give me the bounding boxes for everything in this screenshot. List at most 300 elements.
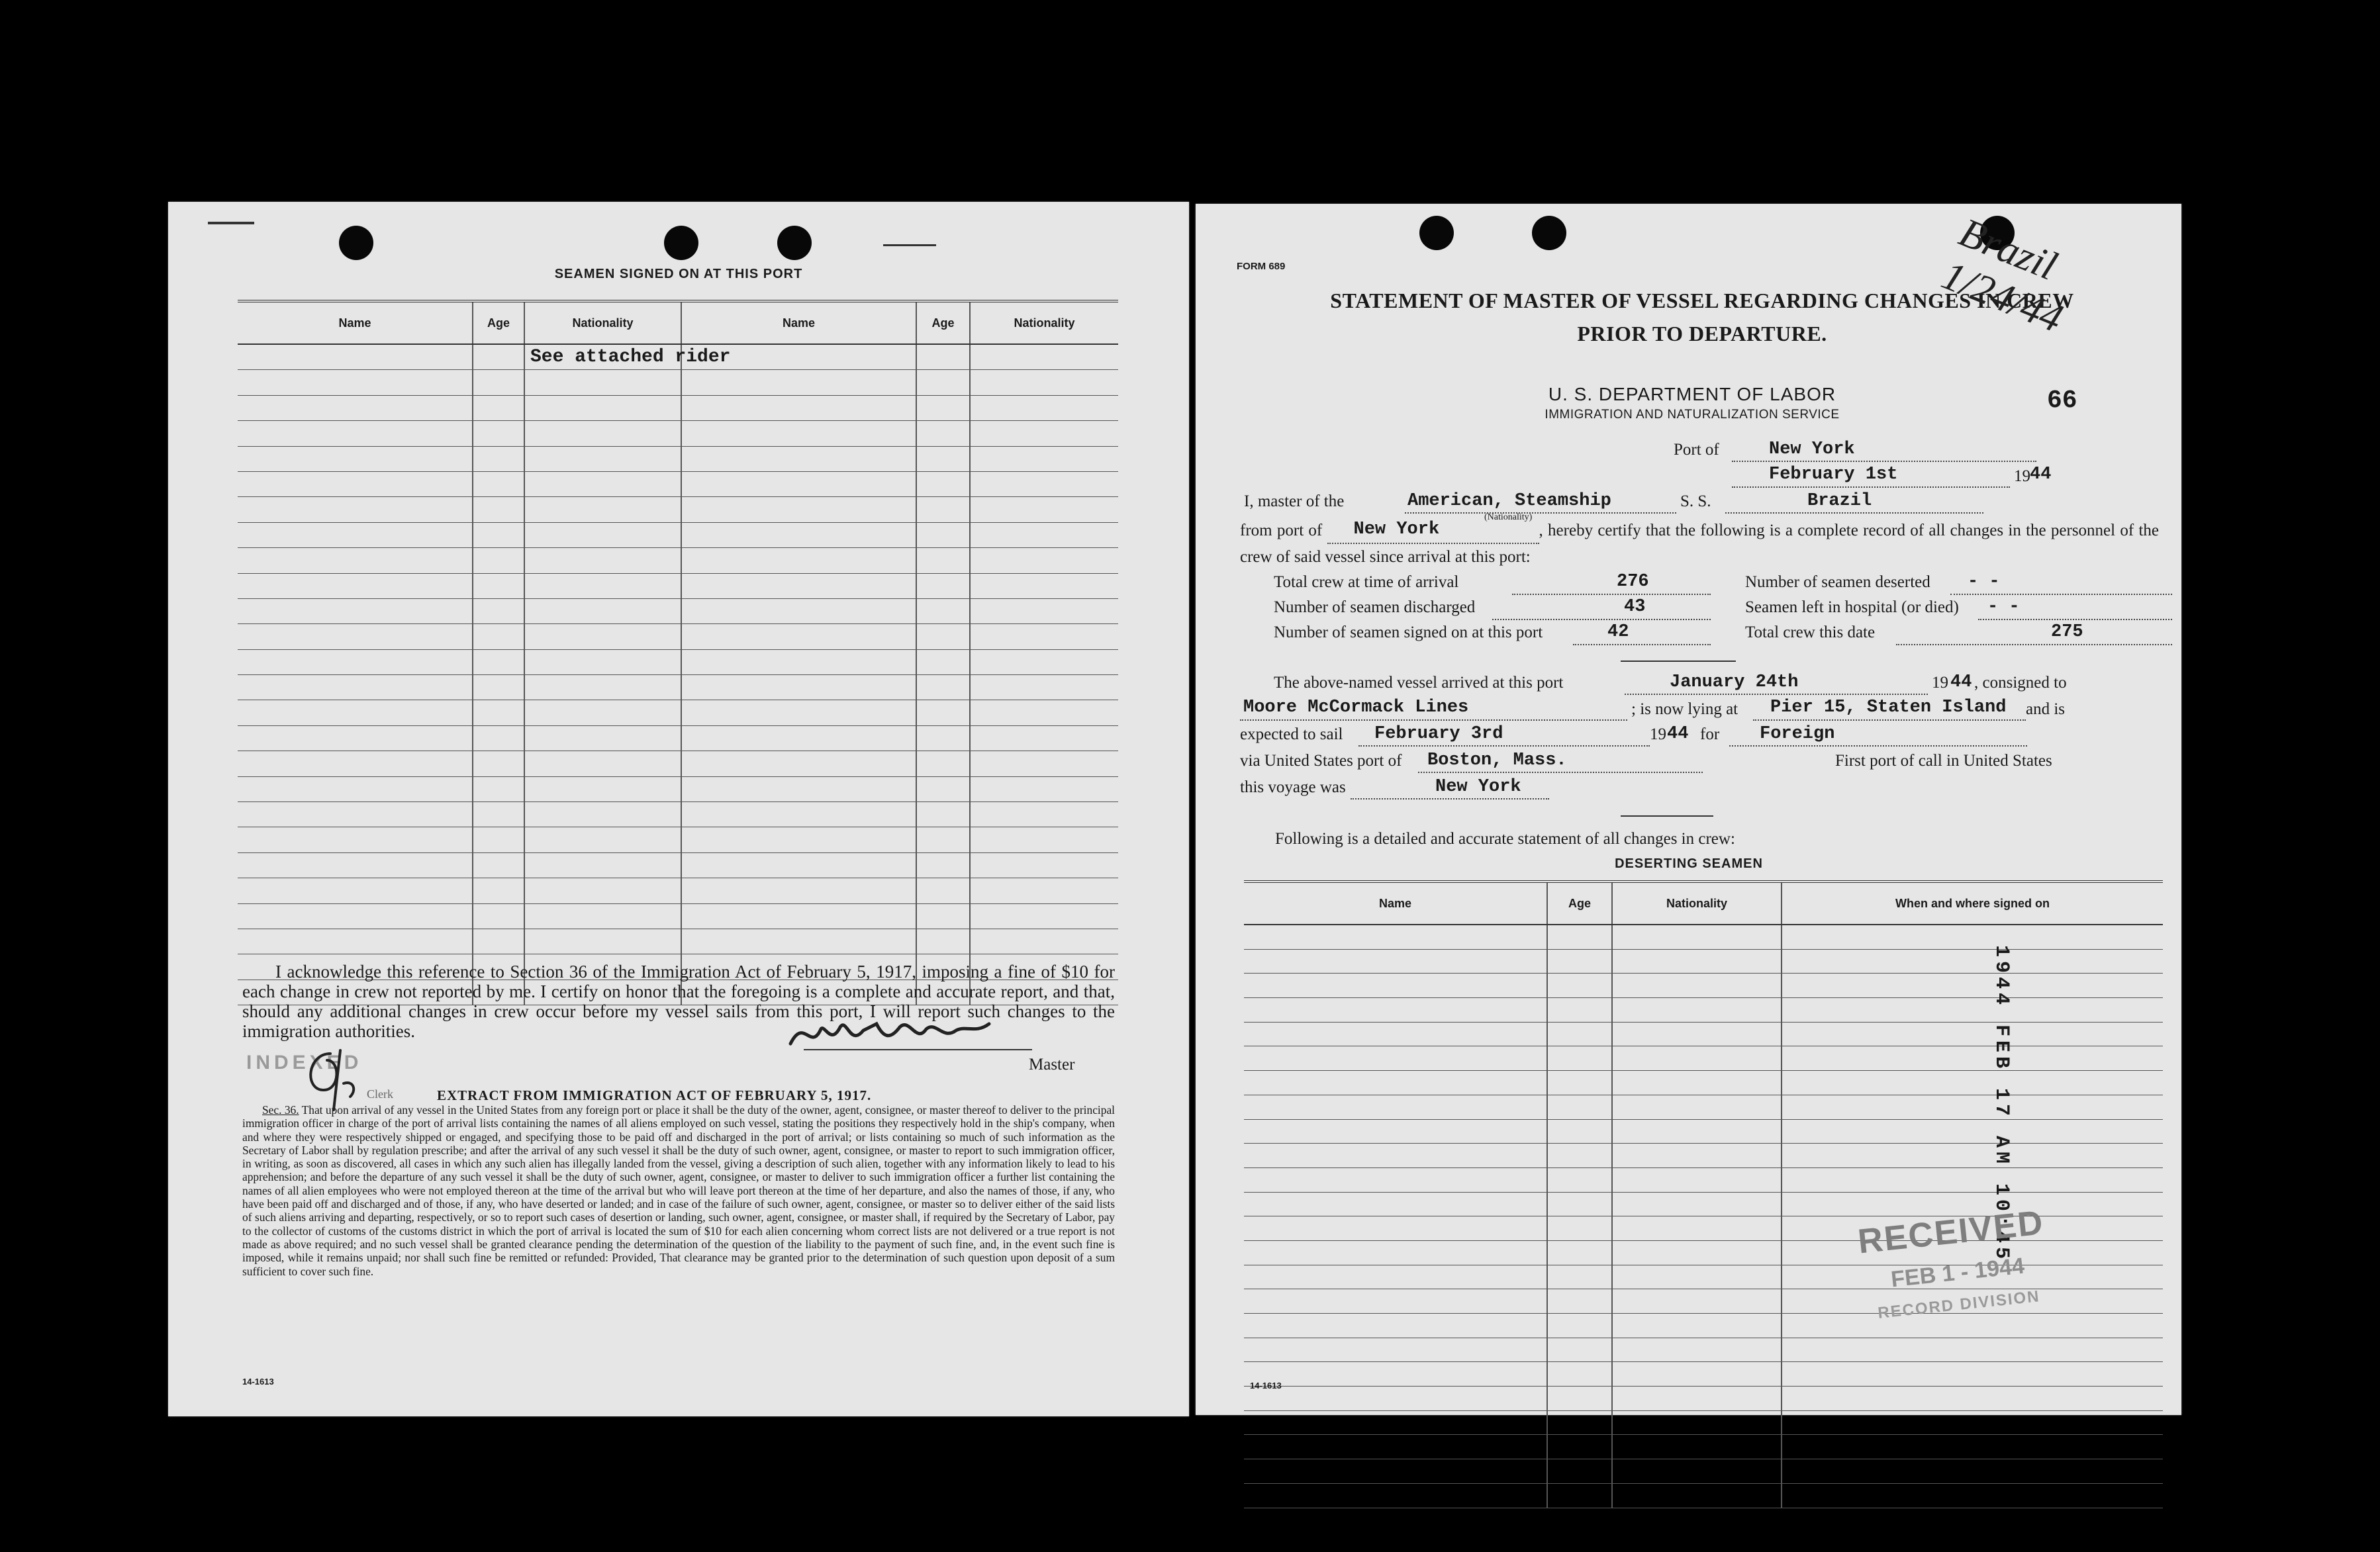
- table-row: [1244, 1095, 2163, 1119]
- following-text: Following is a detailed and accurate statement of all changes in crew:: [1275, 830, 1735, 848]
- table-cell: [916, 776, 970, 801]
- table-cell: [681, 827, 916, 852]
- table-cell: [970, 649, 1118, 674]
- year-prefix: 19: [2014, 467, 2030, 485]
- arrived-year-value: 44: [1950, 672, 1972, 692]
- table-cell: [916, 548, 970, 573]
- table-cell: [681, 548, 916, 573]
- table-cell: [681, 395, 916, 420]
- table-cell: [1547, 1144, 1612, 1168]
- from-port-value: New York: [1353, 520, 1440, 539]
- table-cell: [1612, 1119, 1782, 1144]
- table-cell: [970, 675, 1118, 700]
- table-cell: [916, 344, 970, 370]
- arrived-label: The above-named vessel arrived at this port: [1274, 674, 1564, 692]
- table-cell: [238, 370, 473, 395]
- table-cell: [238, 878, 473, 903]
- table-cell: [238, 827, 473, 852]
- table-row: [1244, 1410, 2163, 1435]
- table-cell: [1782, 925, 2163, 949]
- year-value: 44: [2030, 465, 2052, 484]
- col-header-name: Name: [1244, 882, 1547, 925]
- table-cell: [1244, 1216, 1547, 1241]
- first-call-label: First port of call in United States: [1835, 752, 2052, 770]
- table-row: [1244, 1338, 2163, 1362]
- indexed-stamp: INDEXED: [246, 1052, 363, 1073]
- table-cell: [238, 802, 473, 827]
- table-row: [1244, 925, 2163, 949]
- table-cell: [1612, 1240, 1782, 1265]
- table-row: [238, 370, 1118, 395]
- table-cell: [1244, 1046, 1547, 1071]
- table-cell: [681, 598, 916, 623]
- table-cell: [916, 675, 970, 700]
- table-cell: [473, 344, 524, 370]
- table-cell: [1244, 998, 1547, 1023]
- signed-on-value: 42: [1607, 622, 1629, 642]
- consignee-value: Moore McCormack Lines: [1243, 698, 1469, 717]
- table-cell: [1782, 1387, 2163, 1411]
- table-cell: [473, 497, 524, 522]
- table-cell: [524, 624, 681, 649]
- table-cell: [970, 421, 1118, 446]
- table-cell: [970, 598, 1118, 623]
- table-row: [1244, 998, 2163, 1023]
- table-cell: [238, 598, 473, 623]
- table-row: [238, 751, 1118, 776]
- table-cell: [1612, 1483, 1782, 1508]
- sail-date-value: February 3rd: [1374, 724, 1503, 744]
- table-cell: [1244, 1387, 1547, 1411]
- table-cell: [970, 471, 1118, 496]
- table-cell: [238, 675, 473, 700]
- table-cell: [916, 573, 970, 598]
- table-cell: [1612, 1314, 1782, 1338]
- table-cell: [524, 827, 681, 852]
- table-cell: [524, 446, 681, 471]
- table-row: [1244, 1022, 2163, 1046]
- table-cell: [524, 802, 681, 827]
- table-cell: [1547, 1216, 1612, 1241]
- table-cell: [1547, 1095, 1612, 1119]
- col-header-age: Age: [473, 301, 524, 344]
- table-cell: [524, 700, 681, 725]
- table-cell: [524, 598, 681, 623]
- table-row: [238, 802, 1118, 827]
- expected-label: expected to sail: [1240, 725, 1343, 743]
- table-cell: [1547, 1387, 1612, 1411]
- table-cell: [238, 522, 473, 547]
- table-cell: [1612, 998, 1782, 1023]
- table-row: [1244, 1119, 2163, 1144]
- table-cell: [524, 903, 681, 929]
- col-header-nationality: Nationality: [970, 301, 1118, 344]
- table-cell: [1244, 1071, 1547, 1095]
- table-cell: [238, 446, 473, 471]
- received-stamp: RECEIVED: [1856, 1203, 2046, 1261]
- table-cell: [1244, 1459, 1547, 1484]
- col-header-name: Name: [238, 301, 473, 344]
- first-call-value: New York: [1435, 777, 1521, 797]
- table-cell: [1782, 974, 2163, 998]
- table-cell: [238, 751, 473, 776]
- table-cell: [1244, 1119, 1547, 1144]
- table-row: [1244, 974, 2163, 998]
- table-cell: [1612, 1216, 1782, 1241]
- table-cell: [1612, 925, 1782, 949]
- table-cell: [1547, 1119, 1612, 1144]
- table-cell: [238, 573, 473, 598]
- margin-mark: [883, 244, 936, 246]
- table-cell: [916, 852, 970, 878]
- table-cell: [916, 421, 970, 446]
- table-row: [238, 624, 1118, 649]
- extract-text: [242, 1103, 1115, 1278]
- table-row: [238, 649, 1118, 674]
- table-cell: [473, 649, 524, 674]
- table-row: [238, 598, 1118, 623]
- punch-hole: [664, 226, 698, 260]
- table-cell: [473, 573, 524, 598]
- from-port-label: from port of: [1240, 522, 1323, 539]
- table-cell: [524, 573, 681, 598]
- table-cell: [916, 471, 970, 496]
- table-cell: [524, 751, 681, 776]
- table-cell: [1547, 925, 1612, 949]
- form-code: 14-1613: [1250, 1381, 1282, 1391]
- table-row: [1244, 1167, 2163, 1192]
- for-label: for: [1700, 725, 1720, 743]
- table-cell: [916, 370, 970, 395]
- discharged-field: [1492, 596, 1711, 620]
- table-cell: [524, 471, 681, 496]
- document-number: 66: [2047, 387, 2077, 415]
- table-row: [238, 446, 1118, 471]
- table-row: [1244, 1144, 2163, 1168]
- table-cell: [1547, 1265, 1612, 1289]
- table-cell: [681, 852, 916, 878]
- table-cell: [681, 802, 916, 827]
- table-cell: [473, 370, 524, 395]
- table-cell: [970, 827, 1118, 852]
- table-cell: [681, 675, 916, 700]
- table-cell: [524, 776, 681, 801]
- table-cell: [1782, 1338, 2163, 1362]
- hospital-value: - -: [1987, 597, 2020, 617]
- table-cell: [238, 700, 473, 725]
- total-arrival-label: Total crew at time of arrival: [1274, 573, 1459, 591]
- table-row: [1244, 1387, 2163, 1411]
- table-cell: [1244, 1192, 1547, 1216]
- table-row: [1244, 1314, 2163, 1338]
- arrived-year-prefix: 19: [1932, 674, 1948, 692]
- hospital-label: Seamen left in hospital (or died): [1745, 598, 1959, 616]
- table-cell: [1782, 1362, 2163, 1387]
- table-cell: [1547, 1289, 1612, 1314]
- table-cell: [1612, 1435, 1782, 1459]
- left-page: [168, 202, 1189, 1416]
- table-cell: [1782, 1119, 2163, 1144]
- table-cell: [1244, 1483, 1547, 1508]
- signed-on-field: [1573, 621, 1711, 645]
- col-header-nationality: Nationality: [1612, 882, 1782, 925]
- table-cell: [1547, 1046, 1612, 1071]
- table-cell: [1547, 1459, 1612, 1484]
- table-cell: [970, 522, 1118, 547]
- discharged-label: Number of seamen discharged: [1274, 598, 1476, 616]
- table-cell: [681, 903, 916, 929]
- table-cell: [1612, 949, 1782, 974]
- table-cell: [524, 421, 681, 446]
- table-cell: [970, 878, 1118, 903]
- extract-heading: EXTRACT FROM IMMIGRATION ACT OF FEBRUARY 5, 1917.: [437, 1087, 872, 1103]
- table-cell: [1782, 1071, 2163, 1095]
- table-cell: [1547, 998, 1612, 1023]
- table-cell: [1782, 1095, 2163, 1119]
- total-date-value: 275: [2051, 622, 2083, 642]
- table-cell: [681, 878, 916, 903]
- destination-value: Foreign: [1760, 724, 1835, 744]
- table-cell: [681, 446, 916, 471]
- table-row: [238, 675, 1118, 700]
- table-cell: [1547, 1240, 1612, 1265]
- table-cell: [1244, 1314, 1547, 1338]
- table-cell: [970, 548, 1118, 573]
- table-row: [1244, 1362, 2163, 1387]
- acknowledgement-text: I acknowledge this reference to Section 36 of the Immigration Act of February 5, 1917, imposing a fine of $10 for each change in crew not reported by me. I certify on honor that the foregoing is a complete and accurate report, and that, should any additional changes in crew occur before my vessel sails from this port, I will report such changes to the immigration authorities.: [242, 962, 1115, 1041]
- deserted-value: - -: [1968, 572, 2000, 592]
- table-row: [1244, 1071, 2163, 1095]
- table-cell: [1244, 1240, 1547, 1265]
- table-cell: [916, 497, 970, 522]
- table-cell: [916, 929, 970, 954]
- table-cell: [1547, 1483, 1612, 1508]
- table-cell: [681, 421, 916, 446]
- time-stamp: 1944 FEB 17 AM 10:45: [1990, 945, 2013, 1263]
- form-code: 14-1613: [242, 1377, 274, 1387]
- table-cell: [1782, 1410, 2163, 1435]
- table-cell: [524, 649, 681, 674]
- date-value: February 1st: [1769, 465, 1898, 484]
- table-cell: [1547, 1435, 1612, 1459]
- table-cell: [238, 903, 473, 929]
- table-cell: [1244, 1022, 1547, 1046]
- record-division-stamp: RECORD DIVISION: [1877, 1287, 2041, 1322]
- table-cell: [524, 370, 681, 395]
- table-cell: [473, 675, 524, 700]
- table-cell: [473, 522, 524, 547]
- table-cell: [1244, 1338, 1547, 1362]
- table-cell: [916, 700, 970, 725]
- table-cell: [1612, 1095, 1782, 1119]
- table-cell: [916, 725, 970, 751]
- col-header-age: Age: [1547, 882, 1612, 925]
- received-date-stamp: FEB 1 - 1944: [1889, 1253, 2026, 1293]
- table-cell: [473, 827, 524, 852]
- table-cell: [1612, 1338, 1782, 1362]
- consigned-label: , consigned to: [1974, 674, 2067, 692]
- table-cell: [970, 700, 1118, 725]
- table-cell: [473, 395, 524, 420]
- table-cell: [1244, 949, 1547, 974]
- table-cell: [1782, 1483, 2163, 1508]
- table-cell: [970, 446, 1118, 471]
- table-cell: [681, 700, 916, 725]
- nationality-caption: (Nationality): [1484, 512, 1533, 522]
- table-cell: [1782, 1435, 2163, 1459]
- table-cell: [681, 929, 916, 954]
- table-cell: [473, 878, 524, 903]
- table-cell: [970, 903, 1118, 929]
- table-cell: [970, 395, 1118, 420]
- form-title: STATEMENT OF MASTER OF VESSEL REGARDING CHANGES IN CREW: [1330, 289, 2074, 312]
- sail-year-value: 44: [1667, 724, 1689, 744]
- table-cell: [916, 395, 970, 420]
- table-cell: [238, 624, 473, 649]
- table-cell: [238, 776, 473, 801]
- deserting-seamen-heading: DESERTING SEAMEN: [1615, 856, 1763, 871]
- table-row: [238, 929, 1118, 954]
- table-cell: [1547, 1362, 1612, 1387]
- table-cell: [1547, 1022, 1612, 1046]
- table-cell: [473, 700, 524, 725]
- table-cell: [970, 725, 1118, 751]
- this-voyage-label: this voyage was: [1240, 778, 1346, 796]
- table-cell: [970, 573, 1118, 598]
- certify-text: , hereby certify that the following is a complete record of all changes in the personnel of the crew of said vessel since arrival at this port:: [1240, 522, 2160, 566]
- table-cell: [473, 446, 524, 471]
- table-cell: [916, 751, 970, 776]
- table-cell: [970, 776, 1118, 801]
- table-cell: [970, 929, 1118, 954]
- table-cell: [238, 344, 473, 370]
- table-cell: [473, 421, 524, 446]
- total-arrival-field: [1512, 571, 1711, 595]
- table-cell: [473, 471, 524, 496]
- table-cell: [970, 497, 1118, 522]
- table-cell: [524, 395, 681, 420]
- table-cell: [473, 598, 524, 623]
- table-cell: [473, 751, 524, 776]
- deserted-label: Number of seamen deserted: [1745, 573, 1930, 591]
- and-is-label: and is: [2026, 700, 2066, 718]
- service-name: IMMIGRATION AND NATURALIZATION SERVICE: [1545, 408, 1840, 422]
- table-cell: [1244, 1435, 1547, 1459]
- table-cell: [1782, 949, 2163, 974]
- master-of-label: I, master of the: [1244, 492, 1345, 510]
- table-cell: [1612, 1046, 1782, 1071]
- table-cell: [1782, 1144, 2163, 1168]
- extract-section: Sec. 36.: [262, 1103, 299, 1117]
- table-row: [238, 497, 1118, 522]
- table-row: [238, 852, 1118, 878]
- via-label: via United States port of: [1240, 752, 1402, 770]
- table-cell: [238, 725, 473, 751]
- table-cell: [1547, 974, 1612, 998]
- table-cell: [916, 827, 970, 852]
- table-cell: [1244, 1265, 1547, 1289]
- table-row: [1244, 1435, 2163, 1459]
- table-cell: [473, 725, 524, 751]
- total-arrival-value: 276: [1617, 572, 1649, 592]
- via-value: Boston, Mass.: [1427, 751, 1567, 770]
- table-cell: [524, 497, 681, 522]
- table-cell: [238, 852, 473, 878]
- handwritten-annotation: Brazil 1/24/44: [1935, 209, 2070, 342]
- table-cell: [238, 548, 473, 573]
- table-cell: [1547, 1192, 1612, 1216]
- table-cell: [1244, 1410, 1547, 1435]
- table-row: [238, 776, 1118, 801]
- table-row: [238, 395, 1118, 420]
- table-row: [1244, 1483, 2163, 1508]
- col-header-nationality: Nationality: [524, 301, 681, 344]
- table-row: [238, 725, 1118, 751]
- table-row: [238, 827, 1118, 852]
- table-cell: [1547, 1410, 1612, 1435]
- discharged-value: 43: [1624, 597, 1646, 617]
- table-cell: [1547, 1338, 1612, 1362]
- table-cell: [473, 802, 524, 827]
- table-cell: [524, 929, 681, 954]
- table-cell: [970, 751, 1118, 776]
- table-cell: [1782, 1314, 2163, 1338]
- margin-mark: [208, 222, 254, 224]
- table-cell: [1244, 974, 1547, 998]
- total-date-field: [1896, 621, 2172, 645]
- port-label: Port of: [1674, 441, 1719, 459]
- certify-paragraph: [1240, 518, 2159, 571]
- clerk-label: Clerk: [367, 1087, 393, 1101]
- table-cell: [916, 522, 970, 547]
- table-cell: [473, 852, 524, 878]
- table-cell: [970, 802, 1118, 827]
- table-cell: [524, 852, 681, 878]
- table-cell: [1612, 1144, 1782, 1168]
- table-cell: [681, 370, 916, 395]
- table-cell: [681, 471, 916, 496]
- signed-on-label: Number of seamen signed on at this port: [1274, 623, 1543, 641]
- table-cell: [1612, 974, 1782, 998]
- table-cell: [1244, 1095, 1547, 1119]
- table-cell: [1612, 1265, 1782, 1289]
- table-row: [238, 344, 1118, 370]
- table-cell: [1782, 1459, 2163, 1484]
- table-cell: [681, 725, 916, 751]
- rider-note: See attached rider: [524, 344, 681, 370]
- table-cell: [1244, 1362, 1547, 1387]
- table-row: [238, 573, 1118, 598]
- table-cell: [1547, 1167, 1612, 1192]
- table-cell: [1782, 1022, 2163, 1046]
- table-row: [1244, 1459, 2163, 1484]
- table-cell: [1547, 1314, 1612, 1338]
- sail-year-prefix: 19: [1650, 725, 1666, 743]
- table-cell: [916, 649, 970, 674]
- table-cell: [524, 675, 681, 700]
- table-row: [238, 522, 1118, 547]
- table-row: [1244, 1046, 2163, 1071]
- ship-name-value: Brazil: [1807, 491, 1872, 511]
- department-name: U. S. DEPARTMENT OF LABOR: [1548, 384, 1836, 404]
- punch-hole: [339, 226, 373, 260]
- lying-label: ; is now lying at: [1631, 700, 1738, 718]
- table-cell: [1244, 1167, 1547, 1192]
- table-row: [238, 421, 1118, 446]
- table-cell: [681, 522, 916, 547]
- table-row: [238, 878, 1118, 903]
- table-cell: [1612, 1167, 1782, 1192]
